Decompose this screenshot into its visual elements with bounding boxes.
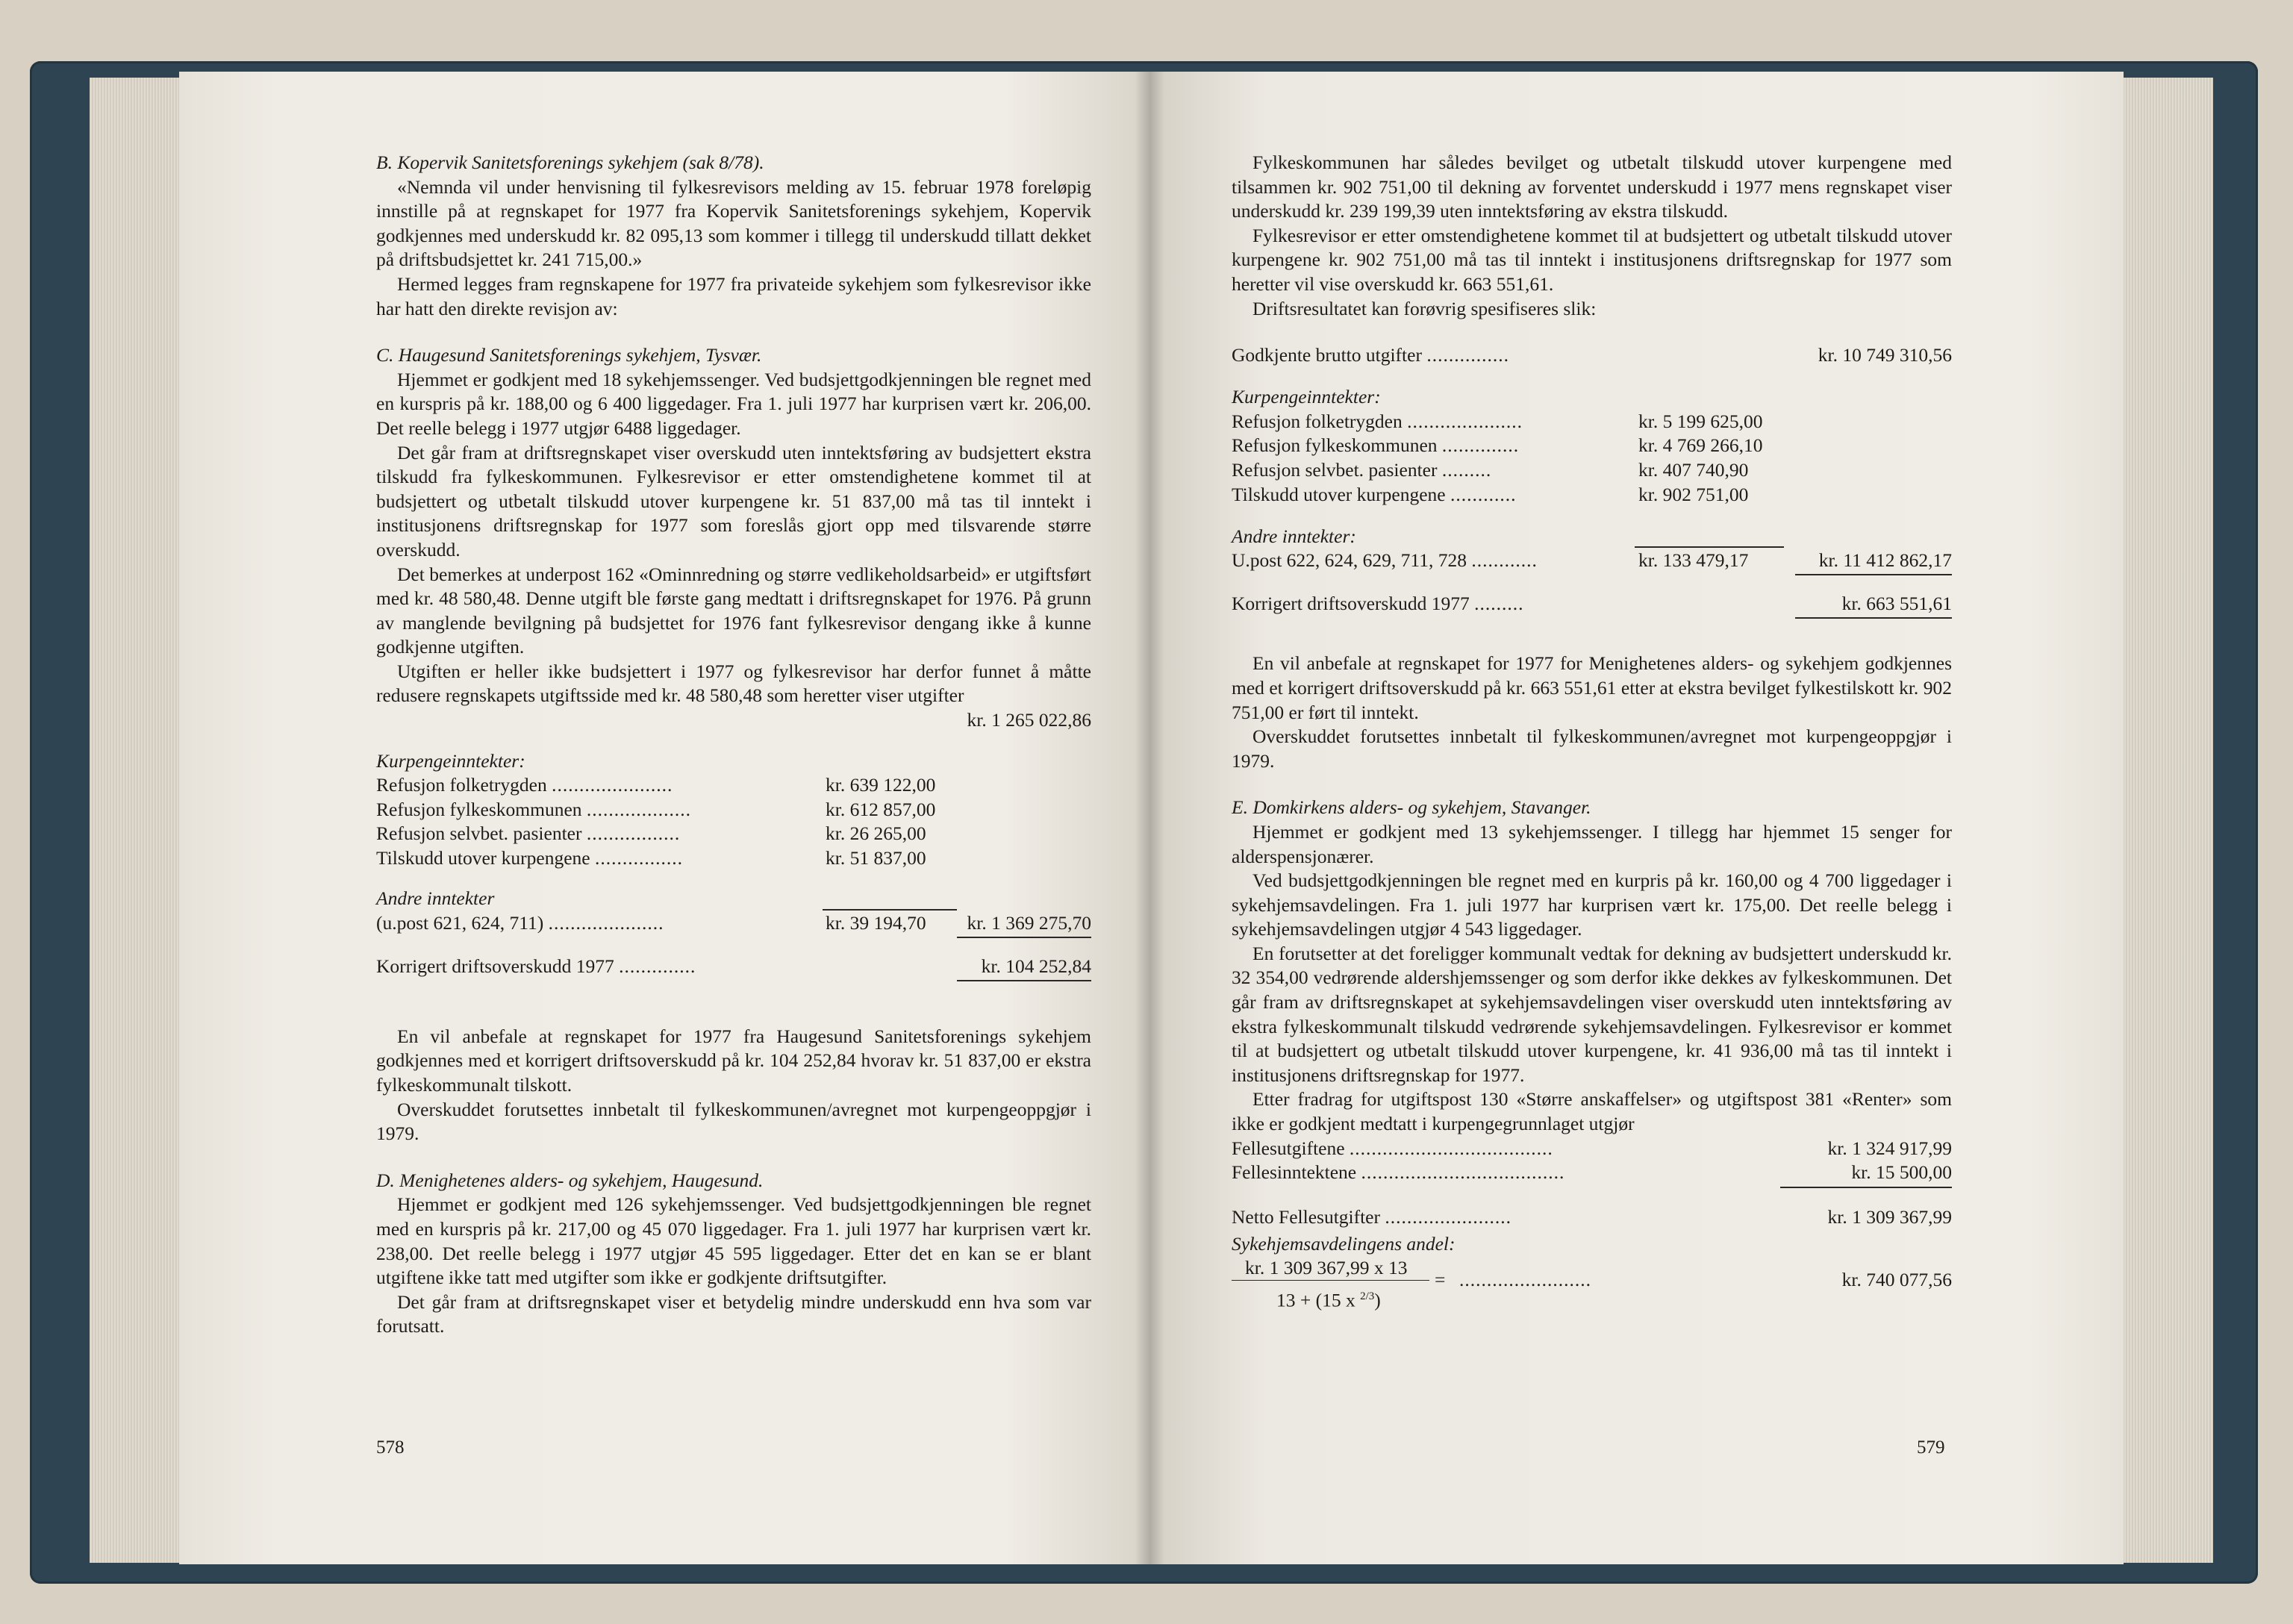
row-amount: kr. 39 194,70 — [826, 911, 926, 934]
table-row — [1232, 434, 1519, 458]
leader-dots: ..................................... — [1361, 1161, 1565, 1184]
paragraph: Det går fram at driftsregnskapet viser et betydelig mindre underskudd enn hva som var forutsatt. — [376, 1290, 1091, 1337]
leader-dots: ..................................... — [1349, 1137, 1553, 1159]
leader-dots: ......... — [1474, 593, 1524, 615]
andel-heading: Sykehjemsavdelingens andel: — [1232, 1232, 1456, 1255]
table-row — [1232, 483, 1517, 508]
row-amount: kr. 612 857,00 — [826, 798, 936, 820]
book-gutter — [1135, 72, 1164, 1564]
leader-dots: ................. — [586, 822, 681, 845]
table-row — [1232, 1161, 1564, 1185]
brutto-row — [1232, 343, 1952, 369]
paragraph: Fylkesrevisor er etter omstendighetene kommet til at budsjettert og utbetalt tilskudd utover kurpengene kr. 902 751,00 må tas til inntekt i institusjonens driftsregnskap for 1977 som heretter vil vise overskudd kr. 663 551,61. — [1232, 224, 1952, 295]
row-amount: kr. 407 740,90 — [1638, 458, 1749, 481]
andre-row — [1232, 549, 1952, 575]
table-row — [1232, 410, 1523, 434]
paragraph: Hjemmet er godkjent med 13 sykehjemssenger. I tillegg har hjemmet 15 senger for alderspensjonærer. — [1232, 820, 1952, 867]
paragraph: Hermed legges fram regnskapene for 1977 fra privateide sykehjem som fylkesrevisor ikke har hatt den direkte revisjon av: — [376, 272, 1091, 319]
section-d-heading: D. Menighetenes alders- og sykehjem, Haugesund. — [376, 1169, 764, 1191]
table-row — [1232, 1137, 1553, 1161]
leader-dots: ....................... — [1385, 1205, 1511, 1228]
row-amount: kr. 133 479,17 — [1638, 549, 1749, 572]
paragraph: Driftsresultatet kan forøvrig spesifiseres slik: — [1252, 297, 1597, 319]
row-amount: kr. 5 199 625,00 — [1638, 410, 1763, 432]
paragraph: En vil anbefale at regnskapet for 1977 for Menighetenes alders- og sykehjem godkjennes med et korrigert driftsoverskudd på kr. 663 551,61 etter at ekstra bevilget fylkestilskott kr. 902 751,00 er ført til inntekt. — [1232, 652, 1952, 723]
leader-dots: ............ — [1450, 483, 1517, 505]
section-b-heading: B. Kopervik Sanitetsforenings sykehjem (sak 8/78). — [376, 152, 764, 173]
fraction-numerator: kr. 1 309 367,99 x 13 — [1245, 1257, 1408, 1279]
leader-dots: ..................... — [548, 911, 664, 934]
paragraph: Det går fram at driftsregnskapet viser overskudd uten inntektsføring av budsjettert ekstra tilskudd fra fylkeskommunen. Fylkesrevisor er etter omstendighetene kommet til at budsjettert og utbetalt tilskudd utover kurpengene kr. 51 837,00 må tas til inntekt i institusjonens driftsregnskap for 1977 som foreslås gjort opp med tilsvarende større overskudd. — [376, 441, 1091, 560]
paragraph: Overskuddet forutsettes innbetalt til fylkeskommunen/avregnet mot kurpengeoppgjør i 1979. — [376, 1098, 1091, 1145]
paragraph: «Nemnda vil under henvisning til fylkesrevisors melding av 15. februar 1978 foreløpig innstille på at regnskapet for 1977 fra Kopervik Sanitetsforenings sykehjem, Kopervik godkjennes med underskudd kr. 82 095,13 som kommer i tillegg til underskudd tillatt dekket på driftsbudsjettet kr. 241 715,00.» — [376, 175, 1091, 271]
sum-rule — [823, 909, 957, 911]
row-label: Netto Fellesutgifter — [1232, 1205, 1380, 1228]
row-amount: kr. 902 751,00 — [1638, 483, 1749, 505]
sum-rule — [957, 937, 1091, 938]
row-label: U.post 622, 624, 629, 711, 728 — [1232, 549, 1467, 572]
leader-dots: ...................... — [552, 774, 673, 796]
row-total: kr. 10 749 310,56 — [1818, 344, 1952, 366]
row-label: Refusjon selvbet. pasienter — [1232, 458, 1438, 481]
andre-heading: Andre inntekter: — [1232, 525, 1356, 547]
paragraph: Etter fradrag for utgiftspost 130 «Større anskaffelser» og utgiftspost 381 «Renter» som ikke er godkjent medtatt i kurpengegrunnlaget utgjør — [1232, 1088, 1952, 1135]
sum-rule — [1635, 546, 1784, 548]
row-total: kr. 11 412 862,17 — [1818, 549, 1952, 572]
row-label: Refusjon folketrygden — [1232, 410, 1403, 432]
page-number: 579 — [1917, 1437, 1945, 1458]
row-total: kr. 1 324 917,99 — [1827, 1137, 1952, 1159]
sum-rule — [1795, 574, 1952, 575]
row-label: Godkjente brutto utgifter — [1232, 344, 1422, 366]
row-label: Refusjon folketrygden — [376, 774, 547, 796]
sum-rule — [957, 980, 1091, 981]
andre-heading: Andre inntekter — [376, 887, 495, 910]
netto-row — [1232, 1205, 1952, 1232]
leader-dots: ................ — [595, 847, 683, 869]
section-c-heading: C. Haugesund Sanitetsforenings sykehjem, Tysvær. — [376, 344, 762, 366]
andre-row — [376, 911, 1091, 938]
kurpenge-heading: Kurpengeinntekter: — [376, 749, 525, 772]
row-total: kr. 1 369 275,70 — [967, 911, 1091, 934]
row-label: Refusjon fylkeskommunen — [1232, 434, 1438, 457]
paragraph: En vil anbefale at regnskapet for 1977 fra Haugesund Sanitetsforenings sykehjem godkjennes med et korrigert driftsoverskudd på kr. 104 252,84 hvorav kr. 51 837,00 er ekstra fylkeskommunalt tilskott. — [376, 1025, 1091, 1096]
fraction-equals: = — [1435, 1269, 1446, 1291]
row-total: kr. 740 077,56 — [1841, 1269, 1952, 1291]
row-label: Refusjon fylkeskommunen — [376, 798, 582, 820]
denominator-close: ) — [1374, 1289, 1381, 1311]
row-label: Tilskudd utover kurpengene — [1232, 483, 1446, 505]
denominator-fraction: 2/3 — [1360, 1290, 1375, 1303]
table-row — [376, 822, 680, 846]
row-label: Korrigert driftsoverskudd 1977 — [376, 955, 614, 977]
paragraph: Hjemmet er godkjent med 18 sykehjemssenger. Ved budsjettgodkjenningen ble regnet med en kurspris på kr. 188,00 og 6 400 liggedager. Fra 1. juli 1977 har kurprisen vært kr. 206,00. Det reelle belegg i 1977 utgjør 6488 liggedager. — [376, 368, 1091, 439]
fraction-bar — [1232, 1280, 1429, 1281]
row-label: Tilskudd utover kurpengene — [376, 847, 590, 869]
leader-dots: ................... — [586, 798, 692, 820]
paragraph: Utgiften er heller ikke budsjettert i 1977 og fylkesrevisor har derfor funnet å måtte redusere regnskapets utgiftsside med kr. 48 580,48 som heretter viser utgifter — [376, 660, 1091, 707]
table-row — [376, 773, 673, 798]
left-column — [376, 151, 1091, 1339]
leader-dots: ......... — [1441, 458, 1492, 481]
paragraph: Overskuddet forutsettes innbetalt til fylkeskommunen/avregnet mot kurpengeoppgjør i 1979. — [1232, 725, 1952, 772]
kurpenge-table — [1232, 410, 1952, 508]
row-amount: kr. 639 122,00 — [826, 774, 936, 796]
row-total: kr. 104 252,84 — [981, 955, 1091, 977]
table-row — [376, 846, 683, 871]
page-number: 578 — [376, 1437, 405, 1458]
table-row — [1232, 458, 1491, 483]
row-label: Fellesinntektene — [1232, 1161, 1357, 1184]
row-total: kr. 663 551,61 — [1841, 593, 1952, 615]
right-column — [1232, 151, 1952, 1311]
leader-dots: ............ — [1471, 549, 1538, 572]
korrigert-row — [376, 955, 1091, 981]
sum-rule — [1780, 1187, 1952, 1188]
paragraph: En forutsetter at det foreligger kommunalt vedtak for dekning av budsjettert underskudd kr. 32 354,00 vedrørende aldershjemssenger og som derfor ikke dekkes av fylkeskommunen. Det går fram av driftsregnskapet at sykehjemsavdelingen viser overskudd uten inntektsføring av ekstra fylkeskommunalt tilskudd vedrørende sykehjemsavdelingen. Fylkesrevisor er kommet til at budsjettert og utbetalt tilskudd utover kurpengene, kr. 41 936,00 må tas til inntekt i institusjonens driftsregnskap for 1977. — [1232, 942, 1952, 1086]
leader-dots: .............. — [619, 955, 696, 977]
paragraph: Hjemmet er godkjent med 126 sykehjemssenger. Ved budsjettgodkjenningen ble regnet med en kurspris på kr. 217,00 og 45 070 liggedager. Fra 1. juli 1977 har kurprisen vært kr. 238,00. Det reelle belegg i 1977 utgjør 45 595 liggedager. Etter det en kan se er blant utgiftene ikke tatt med utgifter som ikke er godkjente driftsutgifter. — [376, 1193, 1091, 1289]
leader-dots: ........................ — [1459, 1269, 1591, 1291]
denominator-text: 13 + (15 x — [1276, 1289, 1361, 1311]
paragraph: Ved budsjettgodkjenningen ble regnet med en kurpris på kr. 160,00 og 4 700 liggedager i sykehjemsavdelingen. Fra 1. juli 1977 har kurprisen vært kr. 175,00. Det reelle belegg i sykehjemsavdelingen utgjør 4 543 liggedager. — [1232, 869, 1952, 940]
row-total: kr. 15 500,00 — [1851, 1161, 1952, 1184]
row-label: Refusjon selvbet. pasienter — [376, 822, 582, 845]
sum-rule — [1795, 617, 1952, 619]
row-total: kr. 1 309 367,99 — [1827, 1205, 1952, 1228]
korrigert-row — [1232, 592, 1952, 619]
leader-dots: ............... — [1426, 344, 1509, 366]
andel-fraction — [1232, 1256, 1952, 1311]
kurpenge-heading: Kurpengeinntekter: — [1232, 386, 1381, 408]
felles-table — [1232, 1137, 1952, 1189]
paragraph: Fylkeskommunen har således bevilget og utbetalt tilskudd utover kurpengene med tilsammen kr. 902 751,00 til dekning av forventet underskudd i 1977 mens regnskapet viser underskudd kr. 239 199,39 uten inntektsføring av ekstra tilskudd. — [1232, 152, 1952, 222]
row-label: Korrigert driftsoverskudd 1977 — [1232, 593, 1470, 615]
row-amount: kr. 26 265,00 — [826, 822, 926, 845]
utgifter-total: kr. 1 265 022,86 — [967, 709, 1091, 731]
leader-dots: ..................... — [1407, 410, 1523, 432]
table-row — [376, 798, 691, 822]
section-e-heading: E. Domkirkens alders- og sykehjem, Stavanger. — [1232, 796, 1591, 819]
leader-dots: .............. — [1441, 434, 1520, 457]
row-label: Fellesutgiftene — [1232, 1137, 1345, 1159]
row-amount: kr. 4 769 266,10 — [1638, 434, 1763, 457]
row-label: (u.post 621, 624, 711) — [376, 911, 544, 934]
paragraph: Det bemerkes at underpost 162 «Ominnredning og større vedlikeholdsarbeid» er utgiftsført med kr. 48 580,48. Denne utgift ble første gang medtatt i driftsregnskapet for 1976. På grunn av manglende bevilgning på budsjettet for 1976 fant fylkesrevisor dengang ikke å kunne godkjenne utgiften. — [376, 563, 1091, 658]
page-edges-left — [90, 78, 179, 1563]
fraction-denominator — [1276, 1284, 1381, 1313]
page-edges-right — [2124, 78, 2213, 1563]
row-amount: kr. 51 837,00 — [826, 847, 926, 869]
kurpenge-table — [376, 773, 1091, 870]
